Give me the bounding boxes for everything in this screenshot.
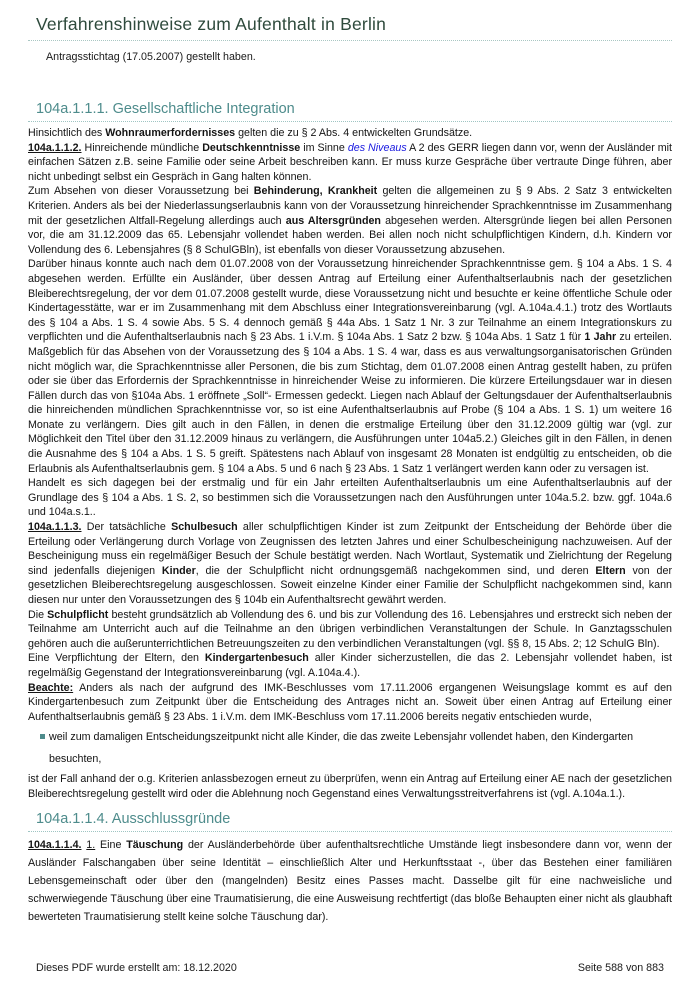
text-run: Handelt es sich dagegen bei der erstmalig und für ein Jahr erteilten Aufenthaltserlaubnis um eine Aufenthaltserlaubnis auf der Grundlage des § 104 a Abs. 1 S. 2, so bestimmen sich die Voraussetzungen nach den Ausführungen unter 104a.5.2. bzw. ggf. 104a.6 und 104a.s.1.. (28, 477, 672, 519)
paragraph (28, 772, 672, 801)
text-run: weil zum damaligen Entscheidungszeitpunkt nicht alle Kinder, die das zweite Lebensjahr vollendet haben, den Kindergarten besuchten, (49, 731, 634, 765)
title-divider (28, 40, 672, 41)
text-run: Der tatsächliche (81, 521, 172, 534)
text-run: 104a.1.1.2. (28, 141, 82, 154)
paragraph (28, 476, 672, 520)
intro-text: Antragsstichtag (17.05.2007) gestellt haben. (46, 51, 256, 63)
text-run: von der gesetzlichen Bleiberechtsregelung ausgeschlossen. Soweit einzelne Kinder einer Familie der Schulpflicht nachgekommen sind, kann diesen nur unter den Voraussetzungen des § 104b ein Aufenthaltsrecht gewährt werden. (28, 564, 672, 606)
text-run: zu erteilen. Maßgeblich für das Absehen von der Voraussetzung des § 104 a Abs. 1 S. 4 war, dass es aus verwaltungsorganisatorischen Gründen nicht möglich war, die Sprachkenntnisse aller Personen, die bis zum Stichtag, dem 01.07.2008 einen Antrag gestellt haben, zu prüfen oder sie über das Erfordernis der Sprachkenntnisse in hinreichender Weise zu informieren. Die kürzere Erteilungsdauer war in diesen Fällen durch das von §104a Abs. 1 eröffnete „Soll“- Ermessen gedeckt. Liegen nach Ablauf der Geltungsdauer der Aufenthaltserlaubnis die hinreichenden mündlichen Sprachkenntnisse vor, so ist eine Aufenthaltserlaubnis auf Probe (§ 104 a Abs. 1 S. 1) um weitere 16 Monate zu verlängern. Dies gilt auch in den Fällen, in denen die erstmalige Erteilung über den 31.12.2009 gültig war (vgl. zur Möglichkeit den Titel über den 31.12.2009 hinaus zu verlängern, die Ausführungen unter 104a5.2.) Gleiches gilt in den Fällen, in denen die Ausnahme des § 104 a Abs. 1 S. 5 greift. Spätestens nach Ablauf von insgesamt 28 Monaten ist endgültig zu entscheiden, ob die Erlaubnis als Aufenthaltserlaubnis gem. § 104 a Abs. 5 und 6 nach § 23 Abs. 1 Satz 1 verlängert werden kann oder zu versagen ist. (28, 331, 672, 475)
text-run: Eine Verpflichtung der Eltern, den (28, 652, 205, 665)
text-run: Eine (95, 838, 127, 851)
text-run: Zum Absehen von dieser Voraussetzung bei (28, 185, 254, 198)
text-run: aller schulpflichtigen Kinder ist zum Zeitpunkt der Entscheidung der Behörde über die Erteilung oder Verlängerung durch Vorlage von Zeugnissen des letzten Jahres und einer Schulbescheinigung nachzuweisen. Auf der Bescheinigung muss ein regelmäßiger Besuch der Schule bestätigt werden. Nach Wortlaut, Systematik und Zielrichtung der Regelung sind jedenfalls diejenigen (28, 521, 672, 577)
text-run: aus Altersgründen (285, 214, 381, 227)
page-footer (36, 962, 664, 974)
footer-created-date: Dieses PDF wurde erstellt am: 18.12.2020 (36, 962, 237, 974)
text-run: Deutschkenntnisse (202, 141, 301, 154)
paragraph (28, 608, 672, 652)
text-run: Täuschung (126, 838, 184, 851)
heading-divider (28, 121, 672, 122)
footer-page-number: Seite 588 von 883 (577, 962, 664, 974)
section-body (28, 126, 672, 802)
text-run: Hinsichtlich des (28, 127, 106, 139)
paragraph (28, 126, 672, 141)
text-run: Kinder (161, 564, 196, 577)
paragraph (28, 651, 672, 680)
text-run: A 2 des GERR liegen dann vor, wenn der Ausländer mit einfachen Sätzen z.B. seine Familie oder seine Arbeit beschreiben kann. Er muss kurze Gespräche über vertraute Dinge führen, aber nicht unbedingt selbst ein Gespräch in Gang halten können. (28, 141, 672, 183)
text-run: Hinreichende mündliche (81, 141, 203, 154)
section-heading: 104a.1.1.1. Gesellschaftliche Integration (36, 101, 295, 117)
text-run: Kindergartenbesuch (204, 652, 309, 665)
text-run: 1 Jahr (584, 331, 617, 344)
paragraph (28, 141, 672, 185)
text-run: Eltern (595, 564, 626, 577)
paragraph (28, 184, 672, 257)
section-body (28, 836, 672, 927)
bullet-item (40, 727, 672, 770)
heading-divider (28, 831, 672, 832)
text-run: Behinderung, Krankheit (253, 185, 378, 198)
text-run: besteht grundsätzlich ab Vollendung des 6. und bis zur Vollendung des 16. Lebensjahres und erstreckt sich neben der Teilnahme am Unterricht auch auf die Teilnahme an den übrigen verbindlichen Veranstaltungen der Schule. In Ganztagsschulen gehören auch die außerunterrichtlichen Betreuungszeiten zu den verbindlichen Veranstaltungen (vgl. §§ 8, 15 Abs. 2; 12 SchulG Bln). (28, 608, 672, 650)
text-run: Beachte: (28, 681, 74, 694)
text-run: aller Kinder sicherzustellen, die das 2. Lebensjahr vollendet haben, ist regelmäßig Gegenstand der Integrationsvereinbarung (vgl. A.104a.4.). (28, 652, 672, 679)
text-run: Anders als nach der aufgrund des IMK-Beschlusses vom 17.11.2006 ergangenen Weisungslage kommt es auf den Kindergartenbesuch zum Zeitpunkt über die Entscheidung des Antrages nicht an. Soweit über einen Antrag auf Erteilung einer Aufenthaltserlaubnis gemäß § 23 Abs. 1 i.V.m. dem IMK-Beschluss vom 17.11.2006 bereits negativ entschieden wurde, (28, 681, 672, 723)
text-run: Wohnraumerfordernisses (105, 127, 236, 139)
paragraph (28, 836, 672, 927)
text-run: 1. (86, 838, 96, 851)
text-run: , die der Schulpflicht nicht ordnungsgemäß nachgekommen sind, und deren (195, 564, 596, 577)
document-title: Verfahrenshinweise zum Aufenthalt in Berlin (36, 14, 387, 34)
text-run: der Ausländerbehörde über aufenthaltsrechtliche Umstände liegt insbesondere dann vor, wenn der Ausländer Falschangaben über seine Identität – einschließlich Alter und Herkunftsstaat -, über das Bestehen einer familiären Lebensgemeinschaft oder über den (mangelnden) Besitz eines Passes macht. Dasselbe gilt für eine nachweisliche und schwerwiegende Täuschung über eine Traumatisierung, die eine Ausweisung rechtfertigt (das bloße Behaupten einer nicht als glaubhaft bewerteten Traumatisierung stellt keine solche Täuschung dar). (28, 838, 672, 924)
niveau-link[interactable]: des Niveaus (347, 141, 407, 154)
paragraph (28, 257, 672, 476)
text-run: 104a.1.1.4. (28, 838, 82, 851)
section-gesellschaftliche-integration (28, 101, 672, 802)
paragraph (28, 520, 672, 608)
section-heading: 104a.1.1.4. Ausschlussgründe (36, 810, 231, 827)
section-ausschlussgruende (28, 811, 672, 927)
text-run: abgesehen werden. Altersgründe liegen bei allen Personen vor, die am 31.12.2009 das 65. Lebensjahr vollendet haben werden. Bei allen noch nicht schulpflichtigen Kindern, d.h. Kindern vor Vollendung des 6. Lebensjahres (§ 8 SchulGBln), ist ebenfalls von dieser Voraussetzung abzusehen. (28, 214, 672, 256)
text-run: Die (28, 608, 48, 621)
text-run: gelten die allgemeinen zu § 9 Abs. 2 Satz 3 entwickelten Kriterien. Anders als bei der Niederlassungserlaubnis kann von der Voraussetzung hinreichender Sprachkenntnisse im Zusammenhang mit der gesetzlichen Altfall-Regelung allerdings auch (28, 185, 673, 227)
paragraph (28, 681, 672, 725)
text-run: im Sinne (300, 141, 348, 154)
text-run: Schulpflicht (47, 608, 109, 621)
text-run: gelten die zu § 2 Abs. 4 entwickelten Grundsätze. (235, 127, 473, 139)
text-run: Schulbesuch (171, 521, 238, 534)
text-run: ist der Fall anhand der o.g. Kriterien anlassbezogen erneut zu überprüfen, wenn ein Antrag auf Erteilung einer AE nach der gesetzlichen Bleiberechtsregelung gestellt wird oder die Ablehnung noch Gegenstand eines Verwaltungsstreitverfahrens ist (vgl. A.104a.1.). (28, 773, 672, 800)
bullet-square-icon (40, 734, 45, 739)
text-run: Darüber hinaus konnte auch nach dem 01.07.2008 von der Voraussetzung hinreichender Sprachkenntnisse gem. § 104 a Abs. 1 S. 4 abgesehen werden. Erfüllte ein Ausländer, über dessen Antrag auf Erteilung einer Aufenthaltserlaubnis nach der gesetzlichen Bleiberechtsregelung, der vor dem 01.07.2008 gestellt wurde, diese Voraussetzung nicht und besuchte er keine öffentliche Schule oder Kindertagesstätte, war er im Zusammenhang mit dem Abschluss einer Integrationsvereinbarung (vgl. A.104a.4.1.) trotz des Wortlauts des § 104 a Abs. 1 S. 4 sowie Abs. 5 S. 4 dennoch gemäß § 44a Abs. 1 Satz 1 Nr. 3 zur Teilnahme an einem Integrationskurs zu verpflichten und die Aufenthaltserlaubnis nach § 23 Abs. 1 i.V.m. § 104a Abs. 1 Satz 2 bzw. § 104a Abs. 1 Satz 1 für (28, 258, 672, 344)
text-run: 104a.1.1.3. (28, 521, 82, 534)
